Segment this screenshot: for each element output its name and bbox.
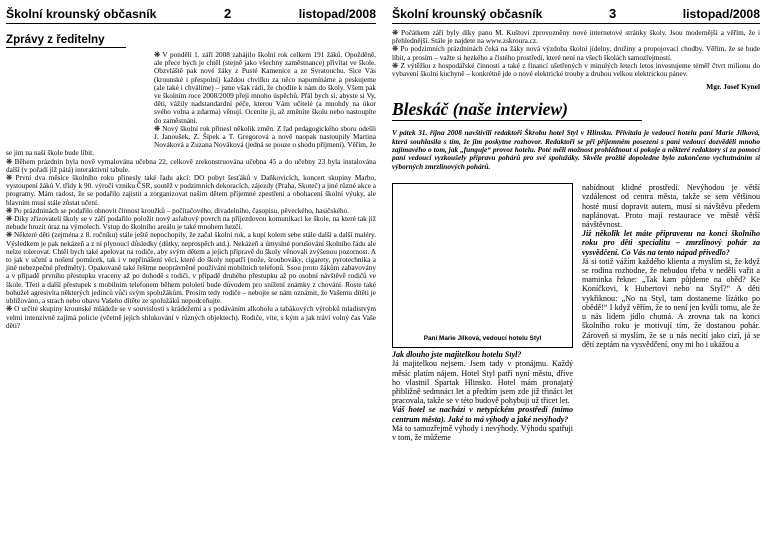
interview-answer: nabídnout klidné prostředí. Nevýhodou je větší vzdálenost od centra města, takže se sem většinou hosté musí dopravit autem, musí si návštěvu předem naplánovat. Proto mají restaurace ve městě větší návštěvnost.: [582, 183, 760, 230]
interview-title: Bleskáč (naše interview): [392, 99, 568, 120]
news-paragraph: ❋ Z výtěžku z hospodářské činnosti a také z financí ušetřených v minulých letech letos investujeme téměř čtvrt milionu do vybavení školní kuchyně – konkrétně jde o nové elektrické trouby a druhou velkou elektrickou pánev.: [392, 61, 760, 79]
page-number: 2: [223, 6, 232, 21]
page-header: [6, 7, 376, 24]
interview-question: Váš hotel se nachází v netypickém prostředí (mimo centrum města). Jaké to má výhody a jaké nevýhody?: [392, 405, 573, 424]
photo-caption: Paní Marie Jílková, vedoucí hotelu Styl: [423, 335, 542, 343]
newsletter-title: Školní krounský občasník: [392, 7, 543, 21]
image-placeholder: [6, 53, 148, 144]
interview-columns: [392, 183, 760, 442]
page-header: [392, 7, 760, 24]
interview-column-1: [392, 183, 573, 442]
page-number: 3: [608, 6, 617, 21]
news-paragraph: ❋ Počátkem září byly díky panu M. Kuštovi zprovozněny nové internetové stránky školy. Jsou modernější a věřím, že i přehlednější. Stále je najdete na www.zskroura.cz.: [392, 29, 760, 46]
signature: Mgr. Josef Kynel: [706, 82, 760, 92]
interview-question: Již několik let máte připravenu na konci školního roku pro děti specialitu – zmrzlinový pohár za vysvědčení. Co Vás na tento nápad přivedlo?: [582, 229, 760, 257]
news-paragraph: ❋ O určité skupiny krounské mládeže se v souvislosti s krádežemi a s podáváním alkoholu a tabákových výrobků mladistvým velmi intenzivně zajímá policie (včetně jejich shlukování v různých objektech). Rodiče, víte, s kým a jak tráví volný čas Vaše děti?: [6, 305, 376, 330]
director-news: [6, 51, 376, 330]
photo-frame: [392, 183, 573, 348]
news-paragraph: ❋ Díky zřizovateli školy se v září podařilo položit nový asfaltový povrch na příjezdovou komunikaci ke škole, na které tak již nebude hrozit úraz na výmolech. Vstup do školního areálu je také mnohem hezčí.: [6, 215, 376, 232]
director-news-continued: [392, 29, 760, 78]
news-paragraph: ❋ Nový školní rok přinesl několik změn. Z řad pedagogického sboru odešli J. Janoušek, Z. Šípek a T. Gregorová a nově naopak nastoupily Martina Nováková a Zuzana Nováková (jedná se pouze o shodu příjmení). Věřím, že se jim na naší škole bude líbit.: [6, 124, 376, 158]
news-paragraph: ❋ V pondělí 1. září 2008 zahájilo školní rok celkem 191 žáků. Opožděně, ale přece bych je chtěl (stejně jako všechny zaměstnance) přivítat ve škole. Obzvláště pak nové žáky z Pusté Kamenice a ze Svratouchu. Sice Vás (krounské i přespolní) každou chvilku za něco napomínáme a peskujeme (ale také i chválíme) – jsme však rádi, že chodíte k nám do školy. Všem pak ve školním roce 2008/2009 přeji mnoho úspěchů. Přál bych si, abyste si Vy, děti, vážily nadstandardní péče, kterou Vám učitelé (a mnohdy na úkor svého volna a zdarma) věnují. Ocenitе ji, až změníte školu nebo nastoupíte do zaměstnání.: [154, 51, 376, 125]
page-right: [384, 0, 768, 543]
issue-date: listopad/2008: [682, 7, 760, 21]
interview-answer: Já si totiž vážím každého klienta a myslím si, že když se rodina rozhodne, že nebudou třeba v neděli vařit a maminka řekne: „Tak kam půjdeme na oběd? Ke Koníčkovi, k Hubertovi nebo na Styl?“ A děti vykřiknou: „No na Styl, tam dostaneme lízátko po obědě!“ I když věřím, že to není jen kvůli tomu, ale že u nás lidem jídlo chutná. A zrovna tak na konci školního roku je motivují tím, že dostanou pohár. Zároveň si myslím, že se u nás necítí jako cizí, já se dětí zeptám na vysvědčení, ony mi ho i ukážou a: [582, 256, 760, 349]
section-title: Zprávy z ředitelny: [6, 33, 126, 48]
interview-answer: Má to samozřejmě výhody i nevýhody. Výhodu spatřuji v tom, že můžeme: [392, 423, 573, 443]
news-paragraph: ❋ Po prázdninách se podařilo obnovit činnost kroužků – počítačového, divadelního, časopisu, pěveckého, hasičského.: [6, 206, 350, 215]
photo-image: [393, 184, 572, 347]
news-paragraph: ❋ Po podzimních prázdninách čeká na žáky nová výzdoba školní jídelny, družiny a propojovací chodby. Věřím, že se bude líbit, a prosím – važte si hezkého a čistého prostředí, které není na všech školách samozřejmostí.: [392, 45, 760, 62]
news-paragraph: ❋ Během prázdnin byla nově vymalována učebna 22, celkově zrekonstruována učebna 45 a do učebny 23 byla instalována další (v pořadí již pátá) interaktivní tabule.: [6, 157, 376, 174]
news-paragraph: ❋ První dva měsíce školního roku přinesly také řadu akcí: DO pobyt šesťáků v Daňkovicích, koncert skupiny Marbo, vystoupení žáků V. třídy k 90. výročí vzniku ČSR, soutěž v podzimních dekoracích, zájezdy (Praha, Skuteč) a jiné různé akce a programy. Mám radost, že se podařilo zajistit a zorganizovat našim dětem příjemné zpestření a obohacení školní výuky, ale hlavním musí stále zůstat učení.: [6, 174, 376, 207]
title-underline: [392, 120, 642, 121]
issue-date: listopad/2008: [298, 7, 376, 21]
interview-column-2: [582, 183, 760, 442]
interview-intro: V pátek 31. října 2008 navštívili redaktoři Škrobu hotel Styl v Hlinsku. Přivítala je vedoucí hotelu paní Marie Jílková, která souhlasila s tím, že jim poskytne rozhovor. Redaktoři se při příjemném posezení s paní vedoucí dozvěděli mnoho zajímavého o tom, jak „funguje“ provoz hotelu. Poté měli možnost prohlédnout si pokoje a některé redaktory si za pomocí paní vedoucí vyzkoušely přípravu pohárů pro své spolužáky. Skvěle prožité dopoledne bylo zakončeno vychutnáním si výborných zmrzlinových pohárů.: [392, 128, 760, 171]
news-paragraph: ❋ Některé děti (zejména z 8. ročníku) stále ještě nepochopily, že začal školní rok, a kupí kolem sebe stále další a další maléry. Výsledkem je pak nekázeň a z ní plynoucí důsledky (důtky, neprospěch atd.). Nekázeň a úmyslné porušování školního řádu ale nelze tolerovat. Chtěl bych také apelovat na rodiče, aby svým dětem a jejich přípravě do školy věnovali zvýšenou pozornost. A to jak v učení a nošení pomůcek, tak i v nepřinášení věcí, které do školy nepatří (nože, šroubováky, cigarety, pyrotechnika a jiné nebezpečné předměty). Opakovaně také řešíme neoprávněné používání mobilních telefonů. Ssou proto žákům zabavovány a v případě prvního přestupku vraceny až po dohodě s rodiči, v případě druhého přestupku až po osobní návštěvě rodičů ve škole. Třetí a další přestupek s mobilním telefonem během pololetí bude důvodem pro snížení známky z chování. Roste také bohužel agresivita některých jedinců vůči svým spolužákům. Prosím tedy rodiče – nebojte se nám oznámit, že Vašemu dítěti je ubližováno, a strach nebo obavu Vašeho dítěte ze spolužáků nepodceňujte.: [6, 231, 376, 306]
interview-question: Jak dlouho jste majitelkou hotelu Styl?: [392, 350, 522, 360]
interview-answer: Já majitelkou nejsem. Jsem tady v pronájmu. Každý měsíc platím nájem. Hotel Styl patří nyní městu, dříve ho vlastnil Spartak Hlinsko. Hotel mám pronajatý přibližně sedmnáct let a předtím jsem zde již třináct let pracovala, takže se v této budově pohybuji už třicet let.: [392, 359, 573, 406]
newsletter-title: Školní krounský občasník: [6, 7, 157, 21]
